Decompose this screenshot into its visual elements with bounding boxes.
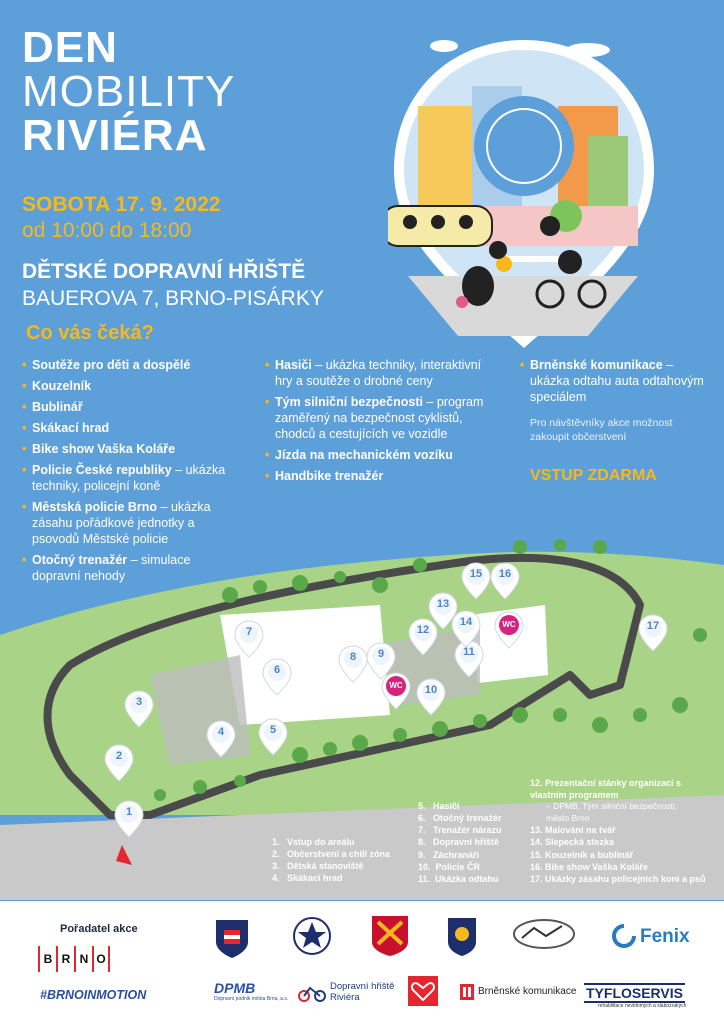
map-marker-label: 12 xyxy=(416,624,430,636)
legend-item: 13. Malování na tvář xyxy=(530,825,616,836)
free-entry: VSTUP ZDARMA xyxy=(530,467,657,485)
location-pin-illustration xyxy=(388,36,660,356)
legend-12-sub: – DPMB, Tým silniční bezpečnosti, město Brno xyxy=(546,801,678,823)
brno-roads-logo-text: Brněnské komunikace xyxy=(478,986,577,997)
program-item xyxy=(265,394,495,442)
program-item-title: Bublinář xyxy=(32,400,83,414)
map-marker-pin-icon[interactable] xyxy=(381,672,411,710)
legend-item: 3. Dětská stanoviště xyxy=(272,861,364,872)
date-text: SOBOTA 17. 9. 2022 xyxy=(22,193,221,216)
program-item xyxy=(265,468,495,484)
time-text: od 10:00 do 18:00 xyxy=(22,219,192,243)
map-marker-label: 11 xyxy=(463,646,475,658)
program-item-title: Jízda na mechanickém vozíku xyxy=(275,448,453,462)
map-marker-label: 10 xyxy=(424,684,438,696)
refreshment-note: Pro návštěvníky akce možnost zakoupit občerstvení xyxy=(530,417,673,443)
map-marker-label: 17 xyxy=(646,620,660,632)
program-item-desc: – simulace dopravní nehody xyxy=(32,553,191,583)
dpmb-logo-text: DPMB xyxy=(214,980,256,996)
program-item xyxy=(265,357,495,389)
event-title xyxy=(22,23,236,160)
program-item xyxy=(22,357,242,373)
map-marker-pin-icon[interactable] xyxy=(638,614,668,652)
map-marker-label: 6 xyxy=(273,664,281,676)
map-marker-pin-icon[interactable] xyxy=(258,718,288,756)
program-item-desc: – ukázka zásahu pořádkové jednotky a psovodů Městské policie xyxy=(32,500,211,546)
program-item-title: Soutěže pro děti a dospělé xyxy=(32,358,191,372)
brno-logo xyxy=(38,946,110,972)
program-item-title: Hasiči xyxy=(275,358,312,372)
program-heading: Co vás čeká? xyxy=(26,322,154,344)
program-item xyxy=(22,420,242,436)
event-date xyxy=(22,192,220,245)
program-item-desc: – ukázka techniky, interaktivní hry a soutěže o drobné ceny xyxy=(275,358,482,388)
legend-item: 9. Záchranáři xyxy=(418,849,480,860)
map-marker-pin-icon[interactable] xyxy=(451,610,481,648)
map-marker-pin-icon[interactable] xyxy=(461,562,491,600)
map-marker-pin-icon[interactable] xyxy=(104,744,134,782)
legend-item: 7. Trenažér nárazu xyxy=(418,825,502,836)
program-item-title: Policie České republiky xyxy=(32,463,172,477)
map-marker-label: 14 xyxy=(459,616,473,628)
map-marker-pin-icon[interactable] xyxy=(262,658,292,696)
program-item xyxy=(22,378,242,394)
map-legend-3 xyxy=(530,777,706,885)
program-item-title: Otočný trenažér xyxy=(32,553,128,567)
tyfloservis-logo-text: TYFLOSERVIS xyxy=(586,985,683,1001)
map-marker-label: WC xyxy=(389,681,403,690)
title-line-1: DEN xyxy=(22,23,118,72)
title-line-2: MOBILITY xyxy=(22,67,236,116)
legend-item: 17. Ukázky zásahu policejních koní a psů xyxy=(530,873,706,884)
legend-item: 1. Vstup do areálu xyxy=(272,837,355,847)
map-marker-label: 16 xyxy=(498,568,512,580)
map-marker-pin-icon[interactable] xyxy=(114,800,144,838)
program-item-title: Bike show Vaška Koláře xyxy=(32,442,176,456)
legend-item: 5. Hasiči xyxy=(418,801,460,811)
program-column-2 xyxy=(265,357,495,489)
legend-item: 14. Slepecká stezka xyxy=(530,837,615,848)
map-marker-pin-icon[interactable] xyxy=(416,678,446,716)
brno-letter-n: N xyxy=(74,946,92,972)
tyfloservis-subtitle: rehabilitace nevidomých a slabozrakých xyxy=(598,1003,687,1009)
map-marker-pin-icon[interactable] xyxy=(124,690,154,728)
police-cr-star-icon xyxy=(292,916,332,956)
legend-12-title: 12. Prezentační stánky organizací s vlastním programem xyxy=(530,778,682,801)
map-marker-pin-icon[interactable] xyxy=(338,645,368,683)
title-line-3: RIVIÉRA xyxy=(22,111,208,160)
venue-address: BAUEROVA 7, BRNO-PISÁRKY xyxy=(22,287,324,311)
venue-name: DĚTSKÉ DOPRAVNÍ HŘIŠTĚ xyxy=(22,260,306,283)
map-legend-1 xyxy=(272,836,390,885)
program-item xyxy=(22,441,242,457)
map-marker-label: 3 xyxy=(135,696,143,708)
legend-item: 11. Ukázka odtahu xyxy=(418,873,499,884)
program-item-title: Městská policie Brno xyxy=(32,500,158,514)
legend-item: 16. Bike show Vaška Koláře xyxy=(530,861,649,872)
bicycle-icon xyxy=(298,984,326,1002)
program-item xyxy=(22,399,242,415)
map-marker-label: 13 xyxy=(436,598,450,610)
brno-roads-logo-icon xyxy=(460,984,474,1000)
program-column-3 xyxy=(520,357,710,487)
fenix-logo-text: Fenix xyxy=(640,926,690,947)
program-item-title: Skákací hrad xyxy=(32,421,110,435)
event-place xyxy=(22,258,324,313)
rescue-service-badge-icon xyxy=(446,916,478,958)
program-item-title: Handbike trenažér xyxy=(275,469,384,483)
map-marker-label: 15 xyxy=(469,568,483,580)
organizer-label: Pořadatel akce xyxy=(60,923,138,935)
municipal-police-badge-icon xyxy=(214,916,250,960)
program-item xyxy=(520,357,710,405)
legend-item: 4. Skákací hrad xyxy=(272,873,343,884)
program-item-title: Kouzelník xyxy=(32,379,92,393)
legend-item: 2. Občerstvení a chill zóna xyxy=(272,849,391,860)
hashtag: #BRNOINMOTION xyxy=(40,988,147,1002)
map-marker-label: 9 xyxy=(377,648,385,660)
heart-logo-icon xyxy=(408,976,438,1006)
legend-item: 10. Policie ČR xyxy=(418,861,481,872)
map-marker-label: 2 xyxy=(115,750,123,762)
road-safety-team-logo-icon xyxy=(512,916,576,952)
map-marker-label: WC xyxy=(502,620,516,629)
map-marker-pin-icon[interactable] xyxy=(490,562,520,600)
map-marker-label: 4 xyxy=(217,726,225,738)
map-marker-label: 7 xyxy=(245,626,253,638)
playground-logo-text: Dopravní hřiště Riviéra xyxy=(330,981,395,1003)
legend-item: 15. Kouzelník a bublinář xyxy=(530,849,634,860)
brno-letter-b: B xyxy=(38,946,56,972)
dpmb-logo-subtitle: Dopravní podnik města Brna, a.s. xyxy=(214,996,289,1002)
map-marker-label: 5 xyxy=(269,724,277,736)
program-item xyxy=(22,462,242,494)
brno-letter-o: O xyxy=(92,946,110,972)
program-item-desc: – program zaměřený na bezpečnost cyklistů, chodců a cestujících ve vozidle xyxy=(275,395,484,441)
map-marker-label: 1 xyxy=(125,806,133,818)
legend-item: 8. Dopravní hřiště xyxy=(418,837,500,848)
map-marker-pin-icon[interactable] xyxy=(206,720,236,758)
map-marker-pin-icon[interactable] xyxy=(494,611,524,649)
program-item-title: Brněnské komunikace xyxy=(530,358,663,372)
program-item xyxy=(265,447,495,463)
map-marker-label: 8 xyxy=(349,651,357,663)
program-item-title: Tým silniční bezpečnosti xyxy=(275,395,423,409)
fenix-logo-icon xyxy=(612,924,636,948)
firefighters-emblem-icon xyxy=(370,914,410,958)
map-marker-pin-icon[interactable] xyxy=(234,620,264,658)
brno-letter-r: R xyxy=(56,946,74,972)
map-legend-2 xyxy=(418,800,502,885)
program-item-desc: – ukázka techniky, policejní koně xyxy=(32,463,226,493)
legend-item: 6. Otočný trenažér xyxy=(418,813,502,824)
program-item-desc: – ukázka odtahu auta odtahovým speciálem xyxy=(530,358,704,404)
